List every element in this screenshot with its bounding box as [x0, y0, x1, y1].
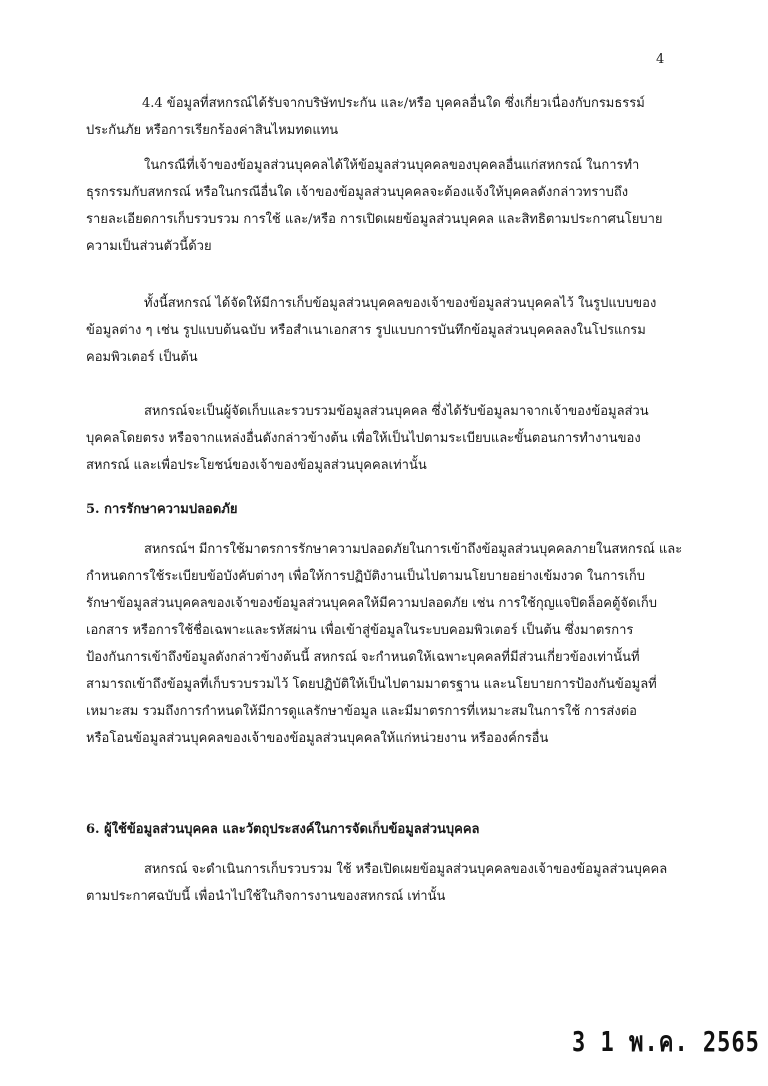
section-6-heading: 6. ผู้ใช้ข้อมูลส่วนบุคคล และวัตถุประสงค์ในการจัดเก็บข้อมูลส่วนบุคคล [86, 822, 480, 837]
section-4-4-paragraph [86, 90, 686, 144]
paragraph-line: เอกสาร หรือการใช้ชื่อเฉพาะและรหัสผ่าน เพื่อเข้าสู่ข้อมูลในระบบคอมพิวเตอร์ เป็นต้น ซึ่งมาตรการ [86, 623, 634, 638]
paragraph-line: เหมาะสม รวมถึงการกำหนดให้มีการดูแลรักษาข้อมูล และมีมาตรการที่เหมาะสมในการใช้ การส่งต่อ [86, 704, 637, 719]
section-6-paragraph [86, 856, 686, 910]
paragraph-line: สหกรณ์จะเป็นผู้จัดเก็บและรวบรวมข้อมูลส่วนบุคคล ซึ่งได้รับข้อมูลมาจากเจ้าของข้อมูลส่วน [144, 404, 649, 419]
collector-paragraph [86, 398, 686, 479]
paragraph-line: สหกรณ์ และเพื่อประโยชน์ของเจ้าของข้อมูลส่วนบุคคลเท่านั้น [86, 458, 427, 473]
other-persons-paragraph [86, 152, 686, 260]
paragraph-line: 4.4 ข้อมูลที่สหกรณ์ได้รับจากบริษัทประกัน และ/หรือ บุคคลอื่นใด ซึ่งเกี่ยวเนื่องกับกรมธรรม์ [142, 96, 645, 111]
paragraph-line: หรือโอนข้อมูลส่วนบุคคลของเจ้าของข้อมูลส่วนบุคคลให้แก่หน่วยงาน หรือองค์กรอื่น [86, 731, 549, 746]
paragraph-line: ในกรณีที่เจ้าของข้อมูลส่วนบุคคลได้ให้ข้อมูลส่วนบุคคลของบุคคลอื่นแก่สหกรณ์ ในการทำ [144, 158, 640, 173]
paragraph-line: ข้อมูลต่าง ๆ เช่น รูปแบบต้นฉบับ หรือสำเนาเอกสาร รูปแบบการบันทึกข้อมูลส่วนบุคคลลงในโปรแกรม [86, 323, 646, 338]
paragraph-line: ความเป็นส่วนตัวนี้ด้วย [86, 239, 212, 254]
paragraph-line: สามารถเข้าถึงข้อมูลที่เก็บรวบรวมไว้ โดยปฏิบัติให้เป็นไปตามมาตรฐาน และนโยบายการป้องกันข้อมูลที่ [86, 677, 657, 692]
page-number: 4 [656, 52, 665, 67]
paragraph-line: กำหนดการใช้ระเบียบข้อบังคับต่างๆ เพื่อให้การปฏิบัติงานเป็นไปตามนโยบายอย่างเข้มงวด ในการเก็บ [86, 569, 645, 584]
paragraph-line: สหกรณ์ฯ มีการใช้มาตรการรักษาความปลอดภัยในการเข้าถึงข้อมูลส่วนบุคคลภายในสหกรณ์ และ [144, 542, 683, 557]
paragraph-line: รักษาข้อมูลส่วนบุคคลของเจ้าของข้อมูลส่วนบุคคลให้มีความปลอดภัย เช่น การใช้กุญแจปิดล็อคตู้จัดเก็บ [86, 596, 658, 611]
storage-forms-paragraph [86, 290, 686, 371]
paragraph-line: สหกรณ์ จะดำเนินการเก็บรวบรวม ใช้ หรือเปิดเผยข้อมูลส่วนบุคคลของเจ้าของข้อมูลส่วนบุคคล [144, 862, 668, 877]
paragraph-line: บุคคลโดยตรง หรือจากแหล่งอื่นดังกล่าวข้างต้น เพื่อให้เป็นไปตามระเบียบและขั้นตอนการทำงานของ [86, 431, 641, 446]
paragraph-line: คอมพิวเตอร์ เป็นต้น [86, 350, 198, 365]
date-stamp: 3 1 พ.ค. 2565 [572, 1027, 760, 1059]
paragraph-line: ประกันภัย หรือการเรียกร้องค่าสินไหมทดแทน [86, 123, 339, 138]
paragraph-line: ทั้งนี้สหกรณ์ ได้จัดให้มีการเก็บข้อมูลส่วนบุคคลของเจ้าของข้อมูลส่วนบุคคลไว้ ในรูปแบบของ [144, 296, 657, 311]
paragraph-line: รายละเอียดการเก็บรวบรวม การใช้ และ/หรือ การเปิดเผยข้อมูลส่วนบุคคล และสิทธิตามประกาศนโยบาย [86, 212, 663, 227]
paragraph-line: ป้องกันการเข้าถึงข้อมูลดังกล่าวข้างต้นนี้ สหกรณ์ จะกำหนดให้เฉพาะบุคคลที่มีส่วนเกี่ยวข้องเท่านั้นที่ [86, 650, 640, 665]
paragraph-line: ตามประกาศฉบับนี้ เพื่อนำไปใช้ในกิจการงานของสหกรณ์ เท่านั้น [86, 889, 446, 904]
section-5-paragraph [86, 536, 686, 752]
paragraph-line: ธุรกรรมกับสหกรณ์ หรือในกรณีอื่นใด เจ้าของข้อมูลส่วนบุคคลจะต้องแจ้งให้บุคคลดังกล่าวทราบถึง [86, 185, 629, 200]
section-5-heading: 5. การรักษาความปลอดภัย [86, 502, 238, 517]
